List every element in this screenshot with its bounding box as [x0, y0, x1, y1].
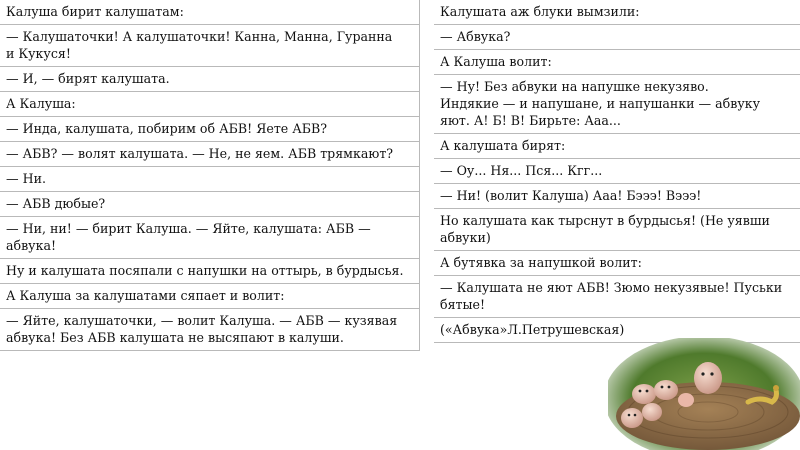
text-line: А калушата бирят:: [434, 134, 800, 159]
text-line: А бутявка за напушкой волит:: [434, 251, 800, 276]
clay-figures-illustration: [608, 338, 800, 450]
text-line: Но калушата как тырснут в бурдысья! (Не уявши абвуки): [434, 209, 800, 251]
text-line: Калуша бирит калушатам:: [0, 0, 420, 25]
text-line: А Калуша волит:: [434, 50, 800, 75]
text-line: — Инда, калушата, побирим об АБВ! Яете АБВ?: [0, 117, 420, 142]
left-lines: [0, 0, 420, 351]
text-line: — Ни, ни! — бирит Калуша. — Яйте, калушата: АБВ — абвука!: [0, 217, 420, 259]
text-line: — АБВ? — волят калушата. — Не, не яем. АБВ трямкают?: [0, 142, 420, 167]
text-line: — АБВ дюбые?: [0, 192, 420, 217]
text-line: — И, — бирят калушата.: [0, 67, 420, 92]
text-line: Ну и калушата посяпали с напушки на оттырь, в бурдысья.: [0, 259, 420, 284]
illustration-svg: [608, 338, 800, 450]
text-line: Калушата аж блуки вымзили:: [434, 0, 800, 25]
text-line: — Ни.: [0, 167, 420, 192]
text-line: — Ни! (волит Калуша) Ааа! Бэээ! Вэээ!: [434, 184, 800, 209]
text-line: — Ну! Без абвуки на напушке некузяво. Индякие — и напушане, и напушанки — абвуку яют. А! Б! В! Бирьте: Ааа...: [434, 75, 800, 134]
text-line: А Калуша:: [0, 92, 420, 117]
text-line: — Калушаточки! А калушаточки! Канна, Манна, Гуранна и Кукуся!: [0, 25, 420, 67]
text-line: — Абвука?: [434, 25, 800, 50]
text-line: А Калуша за калушатами сяпает и волит:: [0, 284, 420, 309]
right-lines: [434, 0, 800, 343]
text-line: — Яйте, калушаточки, — волит Калуша. — АБВ — кузявая абвука! Без АБВ калушата не высяпают в калуши.: [0, 309, 420, 351]
text-line: — Оу... Ня... Пся... Кгг...: [434, 159, 800, 184]
text-line: — Калушата не яют АБВ! Зюмо некузявые! Пуськи бятые!: [434, 276, 800, 318]
text-line: («Абвука»Л.Петрушевская): [434, 318, 800, 343]
